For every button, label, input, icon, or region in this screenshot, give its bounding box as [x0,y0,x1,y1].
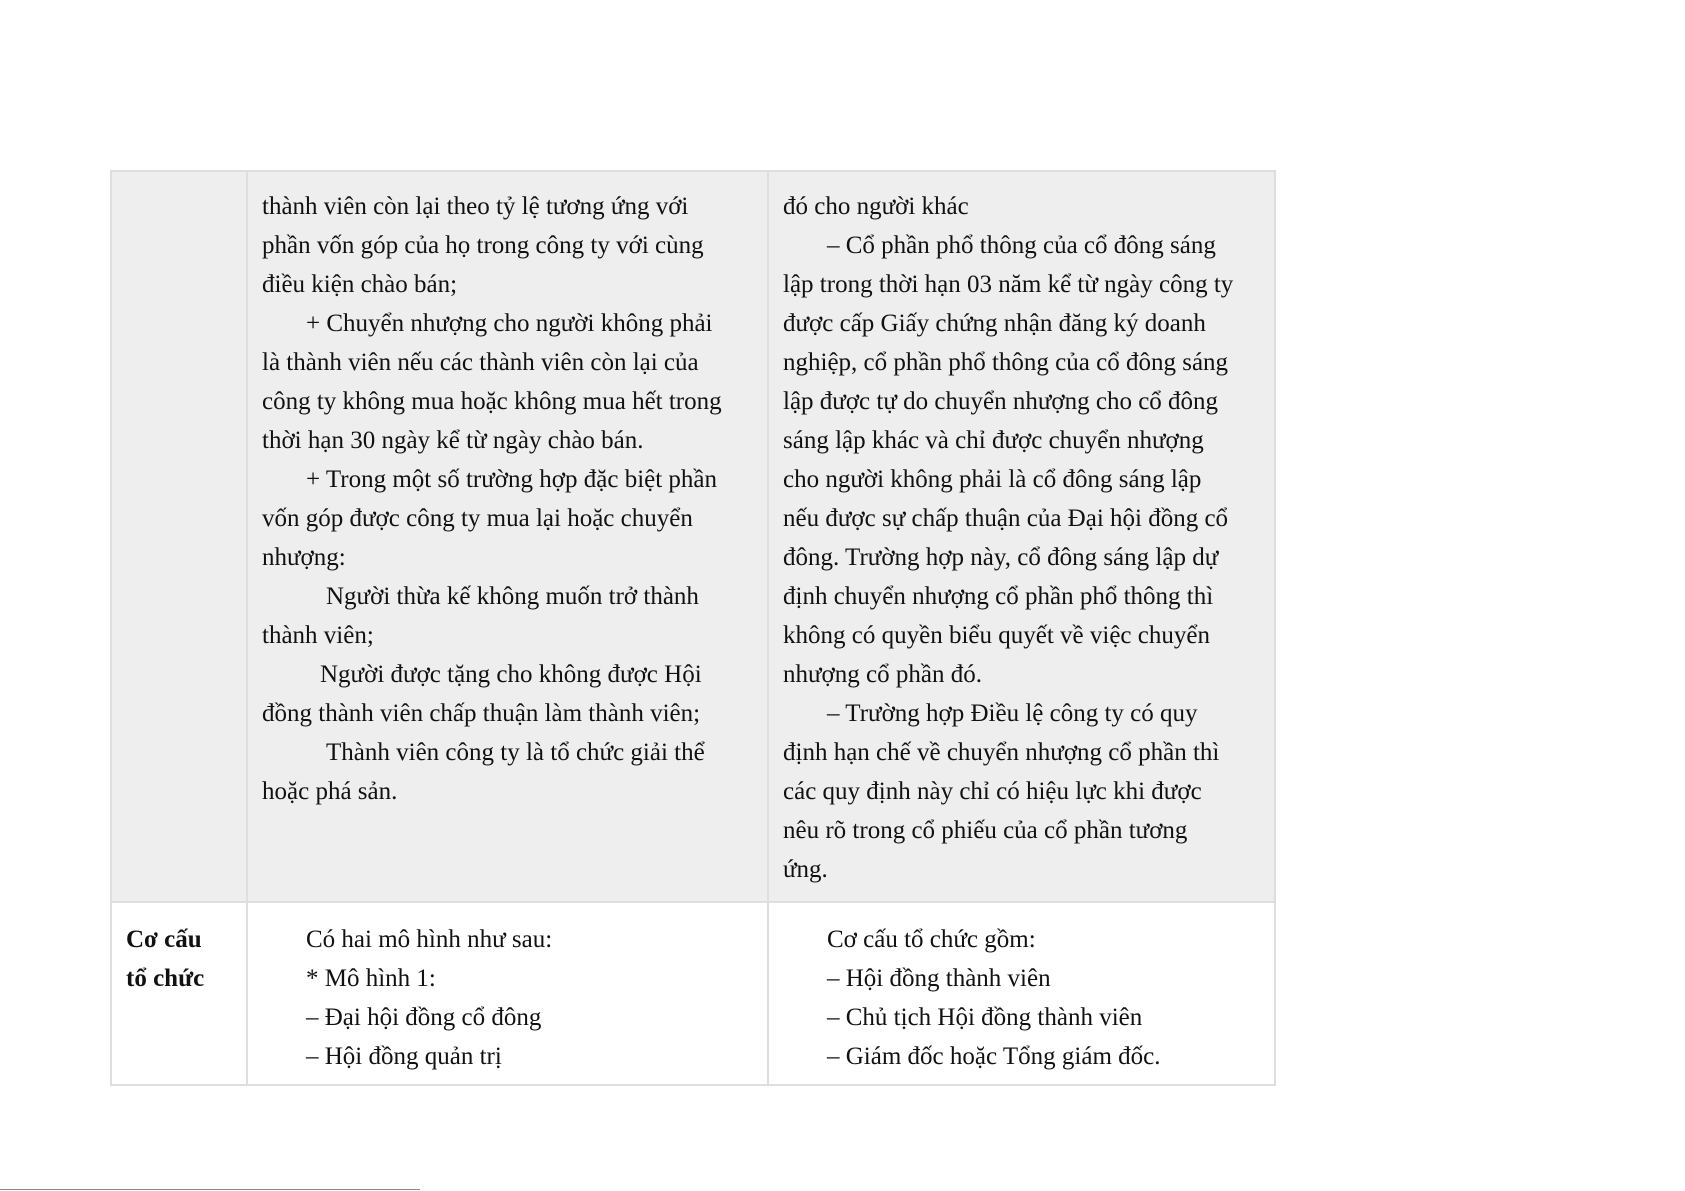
text-line: định hạn chế về chuyển nhượng cổ phần thì [783,739,1220,766]
text-line: + Chuyển nhượng cho người không phải [306,310,713,337]
text-line: thành viên còn lại theo tỷ lệ tương ứng với [262,193,689,220]
text-line: – Đại hội đồng cổ đông [306,1004,542,1031]
jsc-column-cell [768,171,1275,902]
text-line: nhượng: [262,544,346,571]
text-line: thành viên; [262,622,374,649]
text-line: không có quyền biểu quyết về việc chuyển [783,622,1210,649]
text-line: + Trong một số trường hợp đặc biệt phần [306,466,718,493]
text-line: là thành viên nếu các thành viên còn lại của [262,349,699,376]
text-line: hoặc phá sản. [262,778,398,805]
text-line: điều kiện chào bán; [262,271,458,298]
text-line: ứng. [783,856,828,883]
row-label-cell [111,171,247,902]
row-label: tổ chức [126,965,205,992]
table-row [111,171,1275,902]
text-line: – Trường hợp Điều lệ công ty có quy [827,700,1198,727]
footnote-separator [0,1189,420,1190]
text-line: nhượng cổ phần đó. [783,661,982,688]
text-line: đồng thành viên chấp thuận làm thành viên; [262,700,701,727]
text-line: Có hai mô hình như sau: [306,926,553,953]
text-line: Người thừa kế không muốn trở thành [326,583,699,610]
text-line: * Mô hình 1: [306,965,436,992]
text-line: Thành viên công ty là tổ chức giải thể [326,739,705,766]
text-line: lập trong thời hạn 03 năm kể từ ngày công ty [783,271,1234,298]
text-line: – Hội đồng quản trị [306,1043,502,1070]
text-line: nêu rõ trong cổ phiếu của cổ phần tương [783,817,1188,844]
text-line: công ty không mua hoặc không mua hết trong [262,388,722,415]
text-line: – Giám đốc hoặc Tổng giám đốc. [827,1043,1161,1070]
text-line: lập được tự do chuyển nhượng cho cổ đông [783,388,1219,415]
text-line: nếu được sự chấp thuận của Đại hội đồng cổ [783,505,1229,532]
text-line: đông. Trường hợp này, cổ đông sáng lập dự [783,544,1219,571]
jsc-column-cell [768,902,1275,1085]
comparison-table [110,170,1276,1086]
text-line: cho người không phải là cổ đông sáng lập [783,466,1202,493]
llc-column-cell [247,902,768,1085]
row-label: Cơ cấu [126,926,202,953]
table-row [111,902,1275,1085]
text-line: sáng lập khác và chỉ được chuyển nhượng [783,427,1204,454]
text-line: phần vốn góp của họ trong công ty với cùng [262,232,704,259]
text-line: nghiệp, cổ phần phổ thông của cổ đông sáng [783,349,1229,376]
text-line: thời hạn 30 ngày kể từ ngày chào bán. [262,427,644,454]
text-line: định chuyển nhượng cổ phần phổ thông thì [783,583,1214,610]
text-line: đó cho người khác [783,193,969,220]
text-line: các quy định này chỉ có hiệu lực khi được [783,778,1202,805]
text-line: – Hội đồng thành viên [827,965,1051,992]
llc-column-cell [247,171,768,902]
text-line: – Chủ tịch Hội đồng thành viên [827,1004,1143,1031]
text-line: – Cổ phần phổ thông của cổ đông sáng [827,232,1216,259]
text-line: được cấp Giấy chứng nhận đăng ký doanh [783,310,1206,337]
text-line: vốn góp được công ty mua lại hoặc chuyển [262,505,693,532]
text-line: Cơ cấu tổ chức gồm: [827,926,1036,953]
row-label-cell [111,902,247,1085]
text-line: Người được tặng cho không được Hội [320,661,702,688]
